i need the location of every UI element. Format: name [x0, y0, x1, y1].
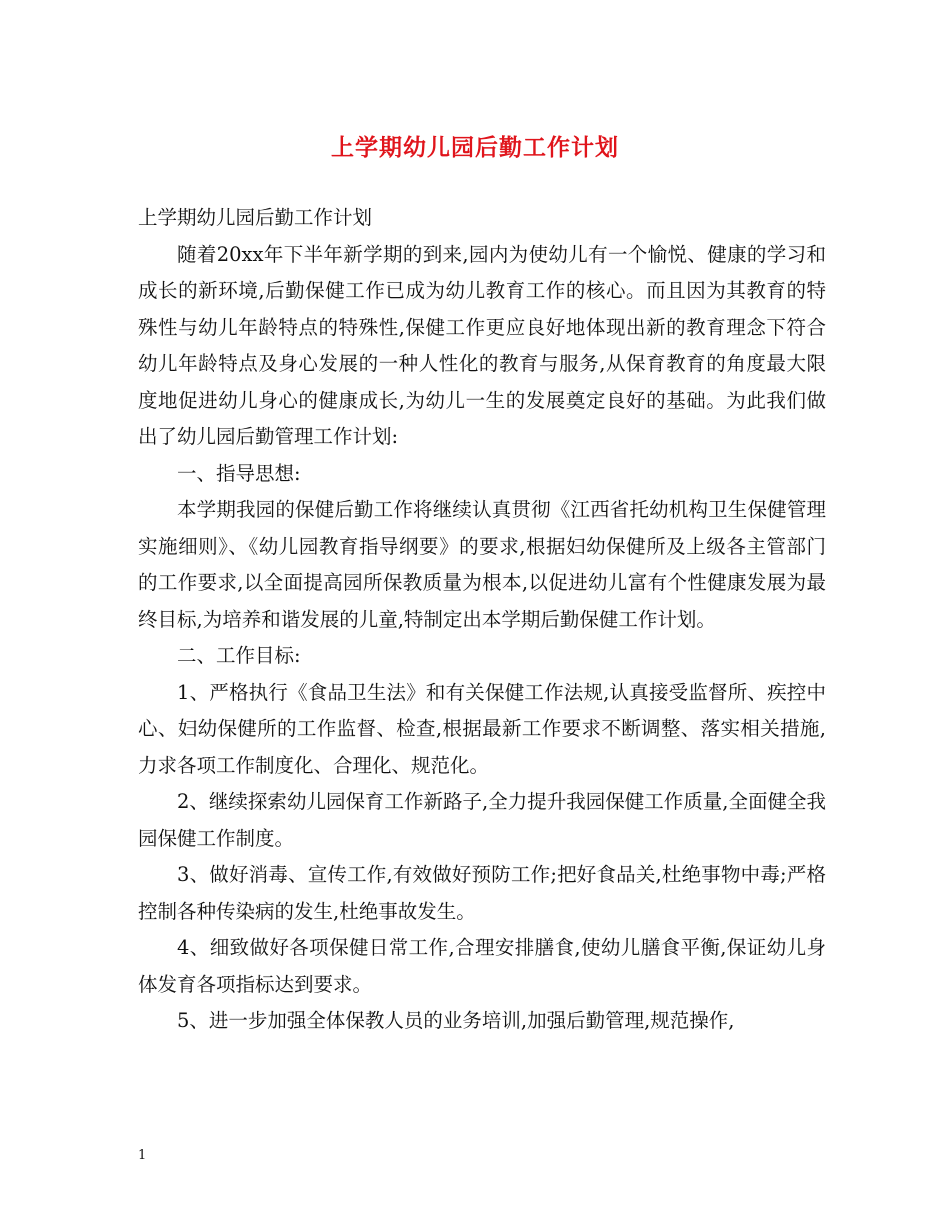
page-number: 1 [138, 1148, 147, 1163]
guiding-ideas-paragraph: 本学期我园的保健后勤工作将继续认真贯彻《江西省托幼机构卫生保健管理实施细则》、《幼儿园教育指导纲要》的要求,根据妇幼保健所及上级各主管部门的工作要求,以全面提高园所保教质量为根本,以促进幼儿富有个性健康发展为最终目标,为培养和谐发展的儿童,特制定出本学期后勤保健工作计划。 [138, 498, 826, 631]
document-title: 上学期幼儿园后勤工作计划 [331, 134, 619, 161]
document-body [138, 200, 826, 1040]
subtitle-paragraph: 上学期幼儿园后勤工作计划 [138, 206, 373, 229]
goal-item-3: 3、做好消毒、宣传工作,有效做好预防工作;把好食品关,杜绝事物中毒;严格控制各种传染病的发生,杜绝事故发生。 [138, 863, 826, 923]
goal-item-2: 2、继续探索幼儿园保育工作新路子,全力提升我园保健工作质量,全面健全我园保健工作制度。 [138, 790, 826, 850]
goal-item-4: 4、细致做好各项保健日常工作,合理安排膳食,使幼儿膳食平衡,保证幼儿身体发育各项指标达到要求。 [138, 936, 826, 996]
goal-item-1: 1、严格执行《食品卫生法》和有关保健工作法规,认真接受监督所、疾控中心、妇幼保健所的工作监督、检查,根据最新工作要求不断调整、落实相关措施,力求各项工作制度化、合理化、规范化。 [138, 680, 826, 777]
intro-paragraph: 随着20xx年下半年新学期的到来,园内为使幼儿有一个愉悦、健康的学习和成长的新环境,后勤保健工作已成为幼儿教育工作的核心。而且因为其教育的特殊性与幼儿年龄特点的特殊性,保健工作更应良好地体现出新的教育理念下符合幼儿年龄特点及身心发展的一种人性化的教育与服务,从保育教育的角度最大限度地促进幼儿身心的健康成长,为幼儿一生的发展奠定良好的基础。为此我们做出了幼儿园后勤管理工作计划: [138, 242, 826, 448]
goal-item-5: 5、进一步加强全体保教人员的业务培训,加强后勤管理,规范操作, [177, 1009, 735, 1032]
section-heading-guiding-ideas: 一、指导思想: [177, 461, 301, 485]
section-heading-work-goals: 二、工作目标: [177, 644, 301, 667]
